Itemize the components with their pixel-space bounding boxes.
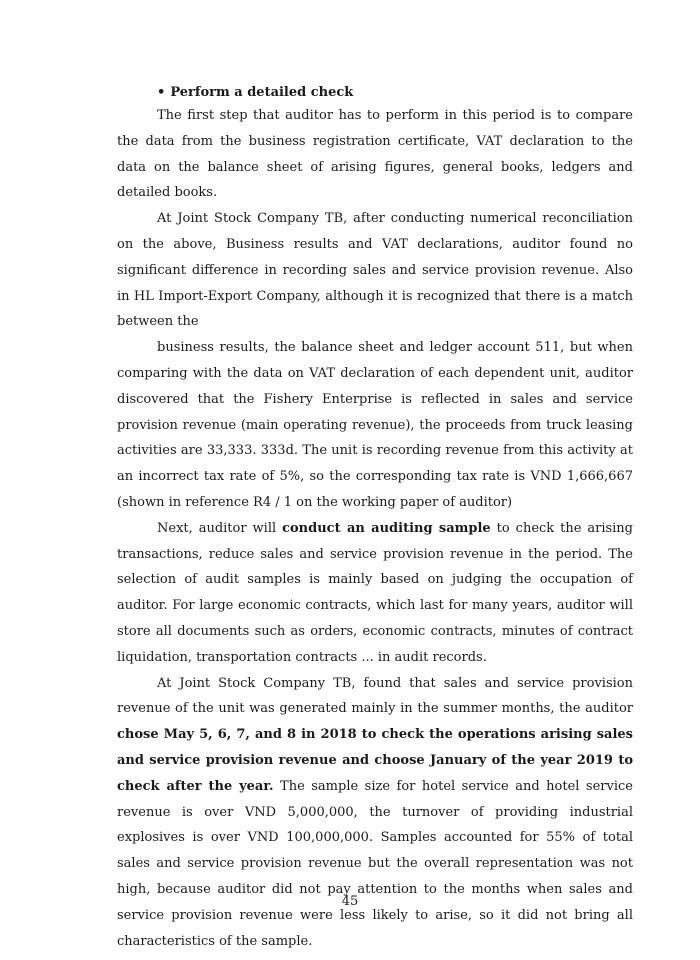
- body-text: [117, 103, 633, 954]
- paragraph-5-rest: The sample size for hotel service and hotel service revenue is over VND 5,000,000, the turnover of providing industrial explosives is over VND 100,000,000. Samples accounted for 55% of total sales and service provision revenue but the overall representation was not high, because auditor did not pay attention to the months when sales and service provision revenue were less likely to arise, so it did not bring all characteristics of the sample.: [117, 778, 633, 949]
- section-heading: [157, 80, 353, 106]
- paragraph-4-bold: conduct an auditing sample: [282, 520, 491, 536]
- section-heading-text: Perform a detailed check: [170, 85, 354, 100]
- page-number: 45: [341, 894, 359, 909]
- paragraph-5-bold: chose May 5, 6, 7, and 8 in 2018 to check the operations arising sales and service provision revenue and choose January of the year 2019 to check after the year.: [117, 727, 633, 794]
- paragraph-2: At Joint Stock Company TB, after conducting numerical reconciliation on the above, Business results and VAT declarations, auditor found no significant difference in recording sales and service provision revenue. Also in HL Import-Export Company, although it is recognized that there is a match between the: [117, 211, 633, 330]
- paragraph-3: business results, the balance sheet and ledger account 511, but when comparing with the data on VAT declaration of each dependent unit, auditor discovered that the Fishery Enterprise is reflected in sales and service provision revenue (main operating revenue), the proceeds from truck leasing activities are 33,333. 333d. The unit is recording revenue from this activity at an incorrect tax rate of 5%, so the corresponding tax rate is VND 1,666,667 (shown in reference R4 / 1 on the working paper of auditor): [117, 340, 633, 510]
- paragraph-4-rest: to check the arising transactions, reduce sales and service provision revenue in the period. The selection of audit samples is mainly based on judging the occupation of auditor. For large economic contracts, which last for many years, auditor will store all documents such as orders, economic contracts, minutes of contract liquidation, transportation contracts ... in audit records.: [117, 520, 634, 665]
- bullet-icon: •: [157, 85, 166, 100]
- paragraph-1: The first step that auditor has to perform in this period is to compare the data from the business registration certificate, VAT declaration to the data on the balance sheet of arising figures, general books, ledgers and detailed books.: [117, 108, 633, 201]
- paragraph-5-intro: At Joint Stock Company TB, found that sales and service provision revenue of the unit was generated mainly in the summer months, the auditor: [117, 675, 633, 717]
- paragraph-4: [117, 516, 633, 671]
- paragraph-4-intro: Next, auditor will: [157, 520, 283, 536]
